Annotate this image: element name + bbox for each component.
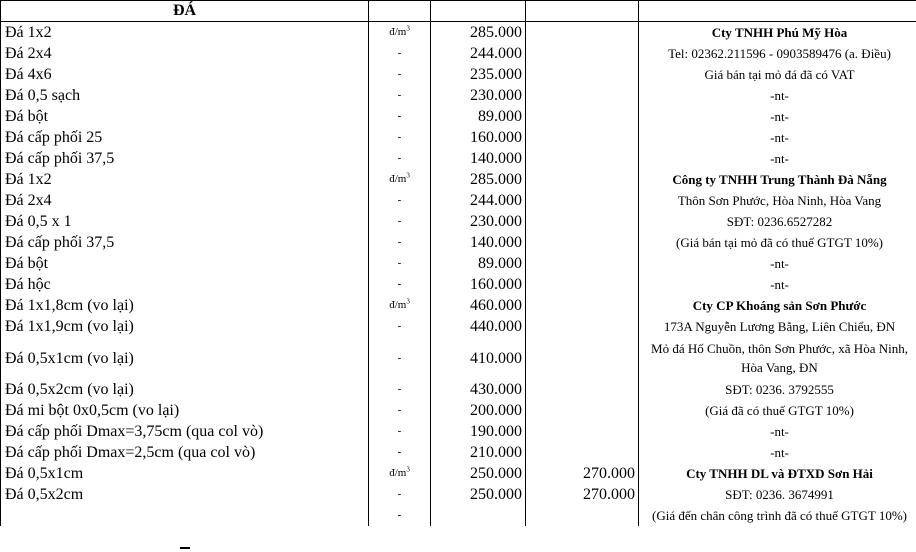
item-name: Đá cấp phối Dmax=2,5cm (qua col vò)	[1, 442, 369, 463]
item-unit: -	[369, 64, 431, 85]
unit-label: đ/m	[389, 26, 407, 38]
item-unit: -	[369, 337, 431, 379]
unit-label: đ/m	[389, 299, 407, 311]
cut-off-mark	[180, 547, 190, 552]
supplier-info: -nt-	[639, 274, 916, 295]
item-unit: -	[369, 43, 431, 64]
item-price-2	[526, 442, 639, 463]
item-name: Đá bột	[1, 106, 369, 127]
item-name: Đá 0,5x1cm (vo lại)	[1, 337, 369, 379]
supplier-info: (Giá bán tại mỏ đã có thuế GTGT 10%)	[639, 232, 916, 253]
supplier-info: Tel: 02362.211596 - 0903589476 (a. Điều)	[639, 43, 916, 64]
item-price: 430.000	[431, 379, 526, 400]
item-unit: -	[369, 106, 431, 127]
item-unit	[369, 463, 431, 484]
item-price-2	[526, 274, 639, 295]
item-unit: -	[369, 127, 431, 148]
item-price-2	[526, 85, 639, 106]
item-name	[1, 505, 369, 526]
item-price: 190.000	[431, 421, 526, 442]
item-unit: -	[369, 232, 431, 253]
item-price: 210.000	[431, 442, 526, 463]
table-row	[1, 484, 916, 505]
table-row	[1, 274, 916, 295]
supplier-info: (Giá đã có thuế GTGT 10%)	[639, 400, 916, 421]
table-row	[1, 316, 916, 337]
unit-exponent: 3	[406, 465, 410, 474]
item-price-2	[526, 148, 639, 169]
item-unit: -	[369, 442, 431, 463]
item-unit: -	[369, 253, 431, 274]
item-name: Đá 0,5x2cm	[1, 484, 369, 505]
item-price-2	[526, 127, 639, 148]
supplier-info: 173A Nguyễn Lương Bằng, Liên Chiểu, ĐN	[639, 316, 916, 337]
item-price-2	[526, 400, 639, 421]
item-price: 460.000	[431, 295, 526, 316]
table-row	[1, 190, 916, 211]
supplier-info: Cty TNHH DL và ĐTXD Sơn Hải	[639, 463, 916, 484]
table-row	[1, 232, 916, 253]
item-unit	[369, 295, 431, 316]
header-info-cell	[639, 0, 916, 22]
table-row	[1, 43, 916, 64]
supplier-info: Mỏ đá Hố Chuồn, thôn Sơn Phước, xã Hòa Ninh, Hòa Vang, ĐN	[639, 337, 916, 379]
item-name: Đá cấp phối Dmax=3,75cm (qua col vò)	[1, 421, 369, 442]
item-name: Đá 2x4	[1, 190, 369, 211]
item-unit	[369, 22, 431, 44]
item-price: 244.000	[431, 43, 526, 64]
table-row	[1, 295, 916, 316]
item-price: 200.000	[431, 400, 526, 421]
supplier-info: Công ty TNHH Trung Thành Đà Nẵng	[639, 169, 916, 190]
item-price-2	[526, 253, 639, 274]
item-name: Đá 1x2	[1, 22, 369, 44]
table-row	[1, 211, 916, 232]
item-price-2	[526, 505, 639, 526]
item-price: 250.000	[431, 484, 526, 505]
item-price-2	[526, 190, 639, 211]
unit-exponent: 3	[406, 297, 410, 306]
item-price: 235.000	[431, 64, 526, 85]
supplier-info: Giá bán tại mỏ đá đã có VAT	[639, 64, 916, 85]
item-price-2: 270.000	[526, 463, 639, 484]
supplier-info: SĐT: 0236.6527282	[639, 211, 916, 232]
item-unit	[369, 169, 431, 190]
item-price-2	[526, 211, 639, 232]
supplier-info: -nt-	[639, 85, 916, 106]
item-price: 89.000	[431, 253, 526, 274]
item-unit: -	[369, 421, 431, 442]
item-price: 140.000	[431, 232, 526, 253]
item-unit: -	[369, 484, 431, 505]
table-row	[1, 169, 916, 190]
item-name: Đá 1x2	[1, 169, 369, 190]
supplier-info: Thôn Sơn Phước, Hòa Ninh, Hòa Vang	[639, 190, 916, 211]
item-unit: -	[369, 274, 431, 295]
item-unit: -	[369, 85, 431, 106]
item-price-2	[526, 421, 639, 442]
item-price: 140.000	[431, 148, 526, 169]
item-price: 89.000	[431, 106, 526, 127]
item-price: 285.000	[431, 22, 526, 44]
item-unit: -	[369, 505, 431, 526]
supplier-info: SĐT: 0236. 3674991	[639, 484, 916, 505]
item-name: Đá 0,5x1cm	[1, 463, 369, 484]
item-price-2	[526, 316, 639, 337]
table-row	[1, 64, 916, 85]
item-price: 285.000	[431, 169, 526, 190]
section-header-row	[1, 0, 916, 22]
item-name: Đá 2x4	[1, 43, 369, 64]
item-price-2	[526, 64, 639, 85]
item-price: 160.000	[431, 274, 526, 295]
table-row	[1, 379, 916, 400]
supplier-info: -nt-	[639, 106, 916, 127]
item-price: 244.000	[431, 190, 526, 211]
section-title: ĐÁ	[1, 0, 369, 22]
item-price-2	[526, 232, 639, 253]
item-price: 230.000	[431, 211, 526, 232]
item-price-2: 270.000	[526, 484, 639, 505]
item-unit: -	[369, 316, 431, 337]
item-unit: -	[369, 211, 431, 232]
item-price: 440.000	[431, 316, 526, 337]
item-name: Đá 1x1,8cm (vo lại)	[1, 295, 369, 316]
table-row	[1, 421, 916, 442]
table-row	[1, 253, 916, 274]
price-table-body	[1, 0, 916, 526]
item-name: Đá 1x1,9cm (vo lại)	[1, 316, 369, 337]
item-name: Đá cấp phối 37,5	[1, 148, 369, 169]
table-row	[1, 337, 916, 379]
item-name: Đá 4x6	[1, 64, 369, 85]
unit-label: đ/m	[389, 173, 407, 185]
item-price-2	[526, 337, 639, 379]
supplier-info: Cty CP Khoáng sản Sơn Phước	[639, 295, 916, 316]
supplier-info: -nt-	[639, 442, 916, 463]
table-row	[1, 442, 916, 463]
unit-exponent: 3	[406, 24, 410, 33]
item-price-2	[526, 106, 639, 127]
item-unit: -	[369, 148, 431, 169]
unit-exponent: 3	[406, 171, 410, 180]
supplier-info: (Giá đến chân công trình đã có thuế GTGT 10%)	[639, 505, 916, 526]
item-price	[431, 505, 526, 526]
table-row	[1, 22, 916, 44]
item-name: Đá bột	[1, 253, 369, 274]
item-unit: -	[369, 379, 431, 400]
header-price2-cell	[526, 0, 639, 22]
table-row	[1, 148, 916, 169]
supplier-info: Cty TNHH Phú Mỹ Hòa	[639, 22, 916, 44]
item-price-2	[526, 295, 639, 316]
item-price: 410.000	[431, 337, 526, 379]
supplier-info: -nt-	[639, 253, 916, 274]
item-unit: -	[369, 190, 431, 211]
header-unit-cell	[369, 0, 431, 22]
item-price: 160.000	[431, 127, 526, 148]
supplier-info: -nt-	[639, 421, 916, 442]
item-unit: -	[369, 400, 431, 421]
item-name: Đá cấp phối 25	[1, 127, 369, 148]
item-name: Đá hộc	[1, 274, 369, 295]
table-row	[1, 106, 916, 127]
table-row	[1, 463, 916, 484]
item-price-2	[526, 22, 639, 44]
item-price-2	[526, 43, 639, 64]
item-name: Đá 0,5 x 1	[1, 211, 369, 232]
table-row	[1, 505, 916, 526]
item-price: 250.000	[431, 463, 526, 484]
supplier-info: -nt-	[639, 148, 916, 169]
supplier-info: SĐT: 0236. 3792555	[639, 379, 916, 400]
item-name: Đá 0,5 sạch	[1, 85, 369, 106]
item-name: Đá 0,5x2cm (vo lại)	[1, 379, 369, 400]
table-row	[1, 400, 916, 421]
item-price-2	[526, 169, 639, 190]
item-name: Đá mi bột 0x0,5cm (vo lại)	[1, 400, 369, 421]
table-row	[1, 127, 916, 148]
item-price-2	[526, 379, 639, 400]
table-row	[1, 85, 916, 106]
header-price-cell	[431, 0, 526, 22]
item-name: Đá cấp phối 37,5	[1, 232, 369, 253]
item-price: 230.000	[431, 85, 526, 106]
supplier-info: -nt-	[639, 127, 916, 148]
unit-label: đ/m	[389, 467, 407, 479]
